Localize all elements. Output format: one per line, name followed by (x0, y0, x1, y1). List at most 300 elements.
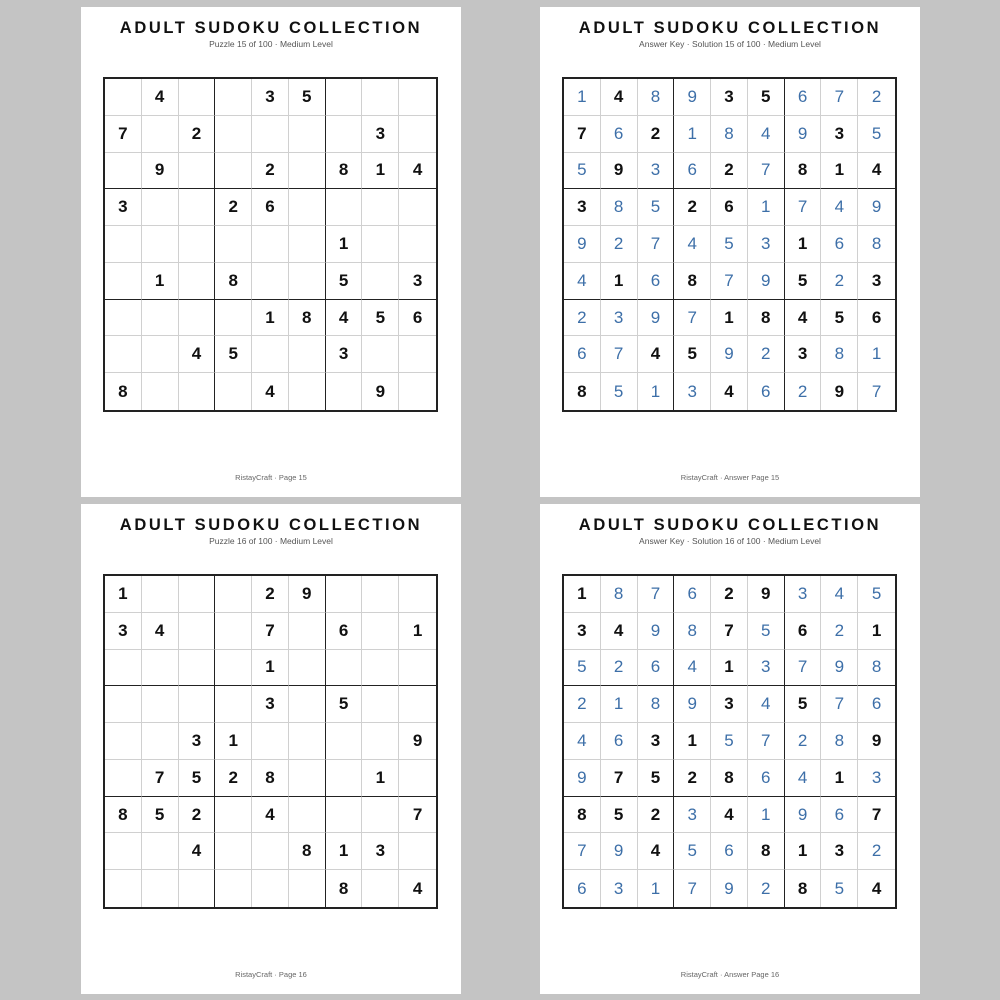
sudoku-cell: 8 (785, 153, 822, 190)
sudoku-cell: 5 (179, 760, 216, 797)
sudoku-cell: 3 (326, 336, 363, 373)
sudoku-cell: 9 (289, 576, 326, 613)
sudoku-cell: 4 (601, 613, 638, 650)
sudoku-cell: 1 (362, 153, 399, 190)
sudoku-cell (142, 723, 179, 760)
sudoku-cell: 4 (142, 79, 179, 116)
sudoku-cell: 8 (821, 723, 858, 760)
sudoku-cell: 8 (289, 300, 326, 337)
sudoku-cell: 4 (564, 263, 601, 300)
sudoku-cell: 8 (601, 189, 638, 226)
sudoku-cell: 9 (858, 189, 895, 226)
sudoku-cell: 9 (748, 576, 785, 613)
sudoku-cell: 5 (638, 760, 675, 797)
sudoku-cell (362, 650, 399, 687)
sudoku-cell: 6 (858, 300, 895, 337)
sudoku-grid (562, 574, 897, 909)
sudoku-cell (362, 686, 399, 723)
sudoku-grid (562, 77, 897, 412)
sudoku-cell: 1 (564, 576, 601, 613)
sudoku-cell (179, 189, 216, 226)
sudoku-cell: 4 (821, 576, 858, 613)
sudoku-cell (326, 116, 363, 153)
sudoku-cell (362, 870, 399, 907)
sudoku-cell: 3 (711, 686, 748, 723)
sudoku-cell: 7 (564, 116, 601, 153)
sudoku-cell (362, 226, 399, 263)
sudoku-cell: 4 (252, 373, 289, 410)
sudoku-cell: 6 (674, 576, 711, 613)
sudoku-cell: 5 (326, 686, 363, 723)
sudoku-cell: 1 (215, 723, 252, 760)
page-subtitle: Puzzle 15 of 100 · Medium Level (209, 39, 333, 49)
sudoku-cell (105, 833, 142, 870)
sudoku-cell: 6 (638, 263, 675, 300)
sudoku-cell (215, 797, 252, 834)
sudoku-cell (142, 373, 179, 410)
sudoku-cell (215, 226, 252, 263)
sudoku-cell: 4 (252, 797, 289, 834)
sudoku-cell: 9 (638, 300, 675, 337)
sudoku-cell (179, 153, 216, 190)
sudoku-cell (215, 116, 252, 153)
sudoku-cell: 8 (105, 797, 142, 834)
sudoku-cell: 8 (564, 373, 601, 410)
sudoku-cell (362, 189, 399, 226)
sudoku-cell (326, 373, 363, 410)
sudoku-cell: 6 (821, 226, 858, 263)
sudoku-cell: 1 (711, 300, 748, 337)
sudoku-cell (326, 723, 363, 760)
sudoku-cell: 6 (674, 153, 711, 190)
sudoku-cell (362, 263, 399, 300)
sudoku-cell: 1 (638, 373, 675, 410)
sudoku-cell: 3 (748, 650, 785, 687)
sudoku-cell (179, 79, 216, 116)
sudoku-cell: 8 (821, 336, 858, 373)
sudoku-cell: 3 (252, 79, 289, 116)
sudoku-cell: 6 (601, 116, 638, 153)
sudoku-cell: 9 (821, 650, 858, 687)
sudoku-cell: 4 (821, 189, 858, 226)
sudoku-cell: 1 (785, 833, 822, 870)
sudoku-cell (252, 336, 289, 373)
sudoku-cell: 2 (858, 833, 895, 870)
sudoku-cell: 6 (785, 79, 822, 116)
sudoku-cell: 3 (105, 189, 142, 226)
sudoku-cell: 3 (601, 870, 638, 907)
sudoku-cell: 5 (674, 833, 711, 870)
sudoku-cell (179, 613, 216, 650)
sudoku-cell: 8 (748, 833, 785, 870)
sudoku-cell: 1 (674, 723, 711, 760)
sudoku-cell: 7 (711, 263, 748, 300)
sudoku-cell: 4 (748, 686, 785, 723)
page-subtitle: Answer Key · Solution 16 of 100 · Medium Level (639, 536, 821, 546)
sudoku-cell (105, 79, 142, 116)
sudoku-cell: 1 (326, 226, 363, 263)
sudoku-cell: 3 (362, 116, 399, 153)
sudoku-cell: 8 (601, 576, 638, 613)
sudoku-cell: 1 (821, 760, 858, 797)
sudoku-cell: 4 (674, 226, 711, 263)
sudoku-cell: 2 (748, 870, 785, 907)
sudoku-cell: 4 (142, 613, 179, 650)
sudoku-cell: 2 (601, 650, 638, 687)
sudoku-cell: 6 (711, 189, 748, 226)
page-footer: RistayCraft · Answer Page 15 (680, 473, 780, 482)
sudoku-cell (215, 576, 252, 613)
sudoku-cell: 2 (638, 116, 675, 153)
sudoku-cell: 7 (858, 797, 895, 834)
sudoku-cell (215, 79, 252, 116)
page-title: ADULT SUDOKU COLLECTION (578, 19, 882, 37)
sudoku-cell: 7 (564, 833, 601, 870)
sudoku-cell (362, 723, 399, 760)
sudoku-cell: 5 (858, 576, 895, 613)
sudoku-cell: 9 (711, 336, 748, 373)
sudoku-cell: 6 (564, 336, 601, 373)
sudoku-cell: 5 (289, 79, 326, 116)
sudoku-cell (399, 650, 436, 687)
sudoku-cell: 8 (858, 226, 895, 263)
sudoku-cell: 1 (858, 613, 895, 650)
page-subtitle: Puzzle 16 of 100 · Medium Level (209, 536, 333, 546)
sudoku-cell: 3 (399, 263, 436, 300)
sudoku-cell: 4 (179, 833, 216, 870)
sudoku-cell: 1 (638, 870, 675, 907)
sudoku-cell: 2 (564, 686, 601, 723)
sudoku-cell (252, 870, 289, 907)
page-title: ADULT SUDOKU COLLECTION (578, 516, 882, 534)
sudoku-cell: 5 (821, 870, 858, 907)
sudoku-cell (289, 153, 326, 190)
sudoku-cell (179, 373, 216, 410)
sudoku-cell (399, 226, 436, 263)
sudoku-cell: 2 (821, 263, 858, 300)
sudoku-cell: 3 (564, 613, 601, 650)
sudoku-cell (326, 79, 363, 116)
sudoku-cell: 1 (252, 650, 289, 687)
sudoku-cell: 3 (785, 336, 822, 373)
sudoku-cell: 3 (858, 263, 895, 300)
sudoku-cell: 6 (326, 613, 363, 650)
sudoku-cell: 5 (785, 263, 822, 300)
sudoku-cell (289, 723, 326, 760)
sudoku-cell: 5 (142, 797, 179, 834)
sudoku-cell: 8 (564, 797, 601, 834)
sudoku-cell: 9 (399, 723, 436, 760)
sudoku-cell: 5 (858, 116, 895, 153)
sudoku-cell (362, 613, 399, 650)
sudoku-cell: 9 (601, 833, 638, 870)
sudoku-cell: 4 (785, 300, 822, 337)
sudoku-cell: 9 (785, 116, 822, 153)
sudoku-cell: 9 (748, 263, 785, 300)
sudoku-cell: 1 (748, 189, 785, 226)
sudoku-cell (105, 870, 142, 907)
sudoku-cell: 6 (711, 833, 748, 870)
sudoku-cell: 9 (142, 153, 179, 190)
sudoku-cell: 1 (821, 153, 858, 190)
sudoku-cell: 5 (601, 373, 638, 410)
sudoku-cell: 2 (179, 116, 216, 153)
sudoku-cell (289, 226, 326, 263)
sudoku-cell: 2 (785, 723, 822, 760)
sudoku-cell: 7 (638, 226, 675, 263)
sudoku-cell (326, 797, 363, 834)
sudoku-cell (289, 116, 326, 153)
sudoku-cell: 9 (674, 686, 711, 723)
page-footer: RistayCraft · Answer Page 16 (680, 970, 780, 979)
sudoku-cell: 8 (674, 263, 711, 300)
sudoku-cell: 1 (748, 797, 785, 834)
sudoku-cell: 1 (105, 576, 142, 613)
sudoku-cell: 8 (252, 760, 289, 797)
sudoku-cell: 7 (674, 870, 711, 907)
sudoku-cell: 7 (748, 153, 785, 190)
sudoku-cell: 6 (785, 613, 822, 650)
sudoku-cell: 3 (785, 576, 822, 613)
sudoku-cell (142, 686, 179, 723)
sudoku-cell: 4 (871, 878, 882, 898)
sudoku-cell (105, 760, 142, 797)
sudoku-cell: 2 (858, 79, 895, 116)
sudoku-cell: 4 (179, 336, 216, 373)
sudoku-cell: 9 (711, 870, 748, 907)
sudoku-grid (103, 77, 438, 412)
sudoku-cell: 2 (601, 226, 638, 263)
sudoku-cell: 5 (564, 650, 601, 687)
sudoku-cell (105, 263, 142, 300)
sudoku-cell: 1 (711, 650, 748, 687)
sudoku-cell (289, 686, 326, 723)
sudoku-cell (215, 300, 252, 337)
puzzle-page-16 (81, 504, 461, 994)
sudoku-cell: 4 (326, 300, 363, 337)
sudoku-cell: 8 (748, 300, 785, 337)
sudoku-cell: 5 (326, 263, 363, 300)
sudoku-cell: 5 (601, 797, 638, 834)
sudoku-cell (179, 576, 216, 613)
sudoku-cell (326, 760, 363, 797)
sudoku-cell (399, 576, 436, 613)
sudoku-cell: 2 (674, 189, 711, 226)
sudoku-cell (105, 650, 142, 687)
sudoku-cell: 3 (748, 226, 785, 263)
sudoku-cell: 3 (821, 833, 858, 870)
sudoku-cell: 9 (564, 760, 601, 797)
page-footer: RistayCraft · Page 16 (235, 970, 307, 979)
sudoku-cell (362, 336, 399, 373)
sudoku-cell: 7 (821, 686, 858, 723)
sudoku-cell: 6 (748, 373, 785, 410)
sudoku-grid (103, 574, 438, 909)
sudoku-cell: 4 (638, 336, 675, 373)
sudoku-cell (289, 870, 326, 907)
sudoku-cell: 3 (601, 300, 638, 337)
sudoku-cell: 7 (105, 116, 142, 153)
sudoku-cell (215, 833, 252, 870)
sudoku-cell: 6 (821, 797, 858, 834)
sudoku-cell: 9 (858, 723, 895, 760)
sudoku-cell: 2 (252, 153, 289, 190)
sudoku-cell (326, 576, 363, 613)
sudoku-cell (252, 226, 289, 263)
sudoku-cell (399, 686, 436, 723)
sudoku-cell (362, 79, 399, 116)
sudoku-cell: 9 (362, 373, 399, 410)
puzzle-page-15 (81, 7, 461, 497)
sudoku-cell: 1 (674, 116, 711, 153)
sudoku-cell (215, 613, 252, 650)
sudoku-cell: 9 (564, 226, 601, 263)
sudoku-cell: 1 (601, 263, 638, 300)
sudoku-cell (326, 650, 363, 687)
page-title: ADULT SUDOKU COLLECTION (119, 516, 423, 534)
sudoku-cell: 6 (252, 189, 289, 226)
sudoku-cell (179, 870, 216, 907)
sudoku-cell (399, 79, 436, 116)
sudoku-cell (289, 760, 326, 797)
sudoku-cell: 7 (785, 189, 822, 226)
sudoku-cell: 3 (674, 373, 711, 410)
sudoku-cell (252, 833, 289, 870)
sudoku-cell: 8 (674, 613, 711, 650)
sudoku-cell: 4 (399, 153, 436, 190)
sudoku-cell (142, 650, 179, 687)
sudoku-cell: 3 (252, 686, 289, 723)
sudoku-cell: 6 (638, 650, 675, 687)
sudoku-cell: 9 (821, 373, 858, 410)
sudoku-cell: 2 (785, 373, 822, 410)
sudoku-cell: 2 (215, 760, 252, 797)
sudoku-cell: 8 (858, 650, 895, 687)
sudoku-cell (105, 336, 142, 373)
sudoku-cell: 2 (821, 613, 858, 650)
sudoku-cell: 7 (785, 650, 822, 687)
sudoku-cell: 2 (179, 797, 216, 834)
sudoku-cell: 3 (674, 797, 711, 834)
sudoku-cell (179, 226, 216, 263)
page-title: ADULT SUDOKU COLLECTION (119, 19, 423, 37)
sudoku-cell: 2 (711, 576, 748, 613)
sudoku-cell: 2 (711, 153, 748, 190)
sudoku-cell: 7 (711, 613, 748, 650)
sudoku-cell (362, 797, 399, 834)
sudoku-cell: 6 (564, 870, 601, 907)
sudoku-cell: 7 (638, 576, 675, 613)
sudoku-cell (399, 373, 436, 410)
sudoku-cell: 9 (785, 797, 822, 834)
sudoku-cell: 4 (711, 797, 748, 834)
sudoku-cell: 8 (105, 373, 142, 410)
sudoku-cell: 5 (215, 336, 252, 373)
sudoku-cell: 5 (748, 79, 785, 116)
sudoku-cell: 5 (711, 723, 748, 760)
sudoku-cell: 3 (179, 723, 216, 760)
sudoku-cell: 6 (748, 760, 785, 797)
sudoku-cell: 4 (638, 833, 675, 870)
sudoku-cell: 4 (711, 373, 748, 410)
sudoku-cell: 1 (142, 263, 179, 300)
sudoku-cell: 1 (399, 613, 436, 650)
sudoku-cell (105, 723, 142, 760)
sudoku-cell (215, 153, 252, 190)
sudoku-cell: 7 (601, 760, 638, 797)
sudoku-cell (105, 226, 142, 263)
sudoku-cell: 5 (564, 153, 601, 190)
sudoku-cell: 6 (858, 686, 895, 723)
sudoku-cell (142, 870, 179, 907)
sudoku-cell (399, 336, 436, 373)
sudoku-cell: 5 (362, 300, 399, 337)
sudoku-cell (179, 686, 216, 723)
sudoku-cell (215, 373, 252, 410)
sudoku-cell: 1 (326, 833, 363, 870)
sudoku-cell (252, 263, 289, 300)
sudoku-cell (142, 189, 179, 226)
sudoku-cell: 5 (674, 336, 711, 373)
sudoku-cell: 3 (564, 189, 601, 226)
sudoku-cell: 2 (674, 760, 711, 797)
sudoku-cell: 3 (105, 613, 142, 650)
sudoku-cell: 8 (785, 870, 822, 907)
sudoku-cell (399, 760, 436, 797)
answer-page-16 (540, 504, 920, 994)
sudoku-cell (215, 686, 252, 723)
sudoku-cell: 7 (674, 300, 711, 337)
sudoku-cell: 4 (674, 650, 711, 687)
sudoku-cell: 3 (362, 833, 399, 870)
sudoku-cell (289, 263, 326, 300)
sudoku-cell: 8 (215, 263, 252, 300)
sudoku-cell (326, 189, 363, 226)
sudoku-cell: 5 (785, 686, 822, 723)
sudoku-cell: 5 (821, 300, 858, 337)
sudoku-cell: 3 (638, 723, 675, 760)
sudoku-cell: 7 (748, 723, 785, 760)
sudoku-cell (142, 116, 179, 153)
sudoku-cell: 6 (399, 300, 436, 337)
sudoku-cell: 9 (601, 153, 638, 190)
sudoku-cell: 1 (564, 79, 601, 116)
sudoku-cell (399, 116, 436, 153)
sudoku-cell: 1 (362, 760, 399, 797)
sudoku-cell: 7 (142, 760, 179, 797)
sudoku-cell (362, 576, 399, 613)
sudoku-cell (179, 300, 216, 337)
sudoku-cell: 4 (412, 878, 423, 898)
sudoku-cell: 7 (252, 613, 289, 650)
sudoku-cell (142, 226, 179, 263)
sudoku-cell: 4 (748, 116, 785, 153)
sudoku-cell: 3 (821, 116, 858, 153)
sudoku-cell: 4 (858, 153, 895, 190)
sudoku-cell: 8 (638, 686, 675, 723)
sudoku-cell: 1 (858, 336, 895, 373)
sudoku-cell (289, 613, 326, 650)
sudoku-cell: 2 (564, 300, 601, 337)
sudoku-cell (289, 336, 326, 373)
page-subtitle: Answer Key · Solution 15 of 100 · Medium Level (639, 39, 821, 49)
sudoku-cell: 2 (638, 797, 675, 834)
sudoku-cell (105, 153, 142, 190)
sudoku-cell: 8 (638, 79, 675, 116)
sudoku-cell: 5 (748, 613, 785, 650)
sudoku-cell: 4 (601, 79, 638, 116)
sudoku-cell (289, 650, 326, 687)
